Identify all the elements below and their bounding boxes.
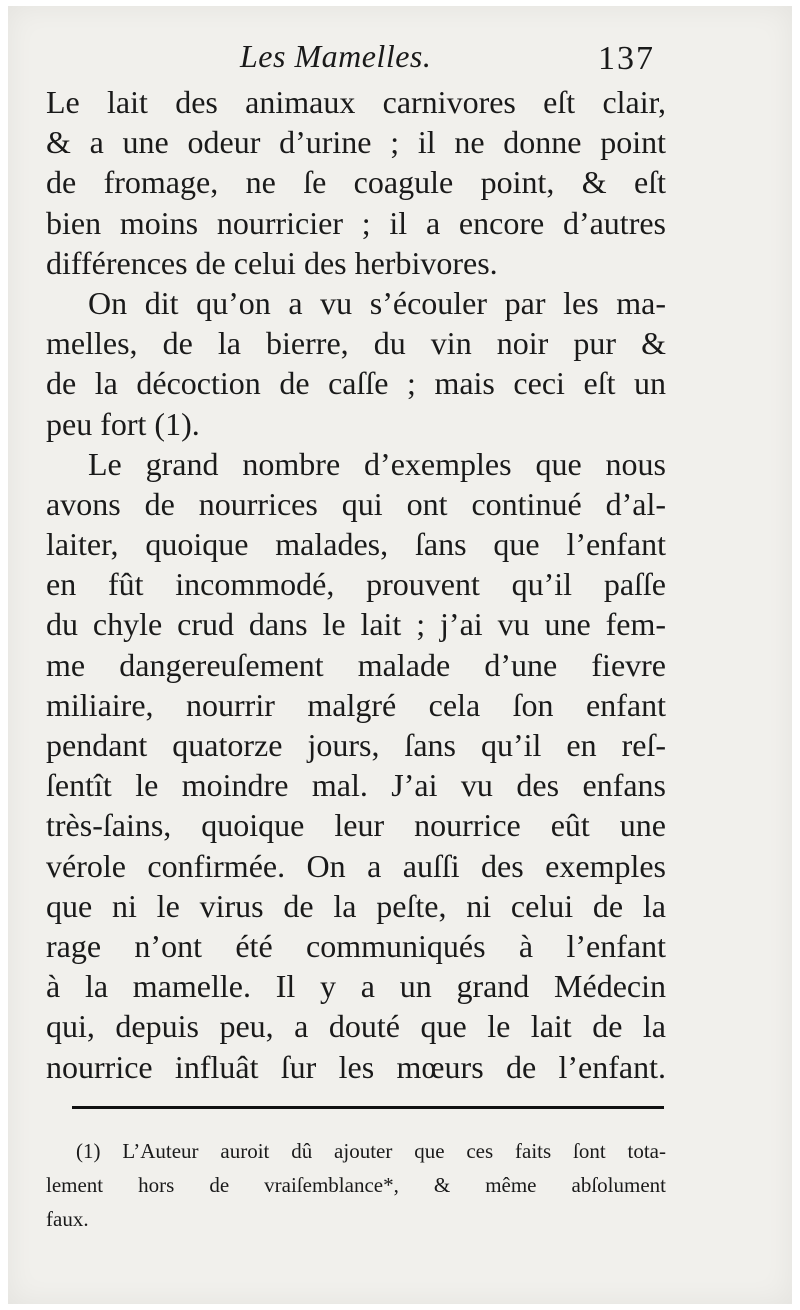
text-line: Le lait des animaux carnivores eſt clair, [46, 84, 666, 120]
text-line: différences de celui des herbivores. [46, 244, 498, 281]
running-title: Les Mamelles. [240, 38, 432, 74]
text-line: du chyle crud dans le lait ; j’ai vu une fem- [46, 606, 666, 643]
footnote [46, 1134, 666, 1236]
text-line: & a une odeur d’urine ; il ne donne point [46, 124, 666, 161]
page-number: 137 [598, 40, 655, 77]
footnote-line: (1) L’Auteur auroit dû ajouter que ces faits ſont tota- [76, 1139, 666, 1163]
page-header [0, 38, 800, 86]
text-line: qui, depuis peu, a douté que le lait de la [46, 1008, 666, 1045]
text-line: On dit qu’on a vu s’écouler par les ma- [88, 284, 666, 321]
text-line: vérole confirmée. On a auſſi des exemples [46, 847, 666, 884]
text-line: que ni le virus de la peſte, ni celui de la [46, 887, 666, 924]
text-line: rage n’ont été communiqués à l’enfant [46, 927, 666, 964]
footnote-rule [72, 1106, 664, 1109]
text-line: pendant quatorze jours, ſans qu’il en reſ- [46, 727, 666, 763]
text-line: de la décoction de caſſe ; mais ceci eſt un [46, 365, 666, 402]
text-line: nourrice influât ſur les mœurs de l’enfant. [46, 1048, 666, 1085]
text-line: en fût incommodé, prouvent qu’il paſſe [46, 566, 666, 603]
text-line: Le grand nombre d’exemples que nous [88, 445, 666, 482]
text-line: bien moins nourricier ; il a encore d’autres [46, 204, 666, 241]
text-line: à la mamelle. Il y a un grand Médecin [46, 968, 666, 1005]
text-line: peu fort (1). [46, 405, 200, 442]
text-line: me dangereuſement malade d’une fievre [46, 646, 666, 683]
text-line: melles, de la bierre, du vin noir pur & [46, 325, 666, 362]
text-line: miliaire, nourrir malgré cela ſon enfant [46, 686, 666, 723]
body-text [46, 82, 666, 1087]
text-line: avons de nourrices qui ont continué d’al- [46, 485, 666, 522]
text-line: laiter, quoique malades, ſans que l’enfant [46, 526, 666, 563]
footnote-line: faux. [46, 1207, 89, 1231]
text-line: ſentît le moindre mal. J’ai vu des enfans [46, 767, 666, 804]
text-line: de fromage, ne ſe coagule point, & eſt [46, 164, 666, 201]
text-line: très-ſains, quoique leur nourrice eût une [46, 807, 666, 844]
footnote-line: lement hors de vraiſemblance*, & même abſolument [46, 1173, 666, 1197]
